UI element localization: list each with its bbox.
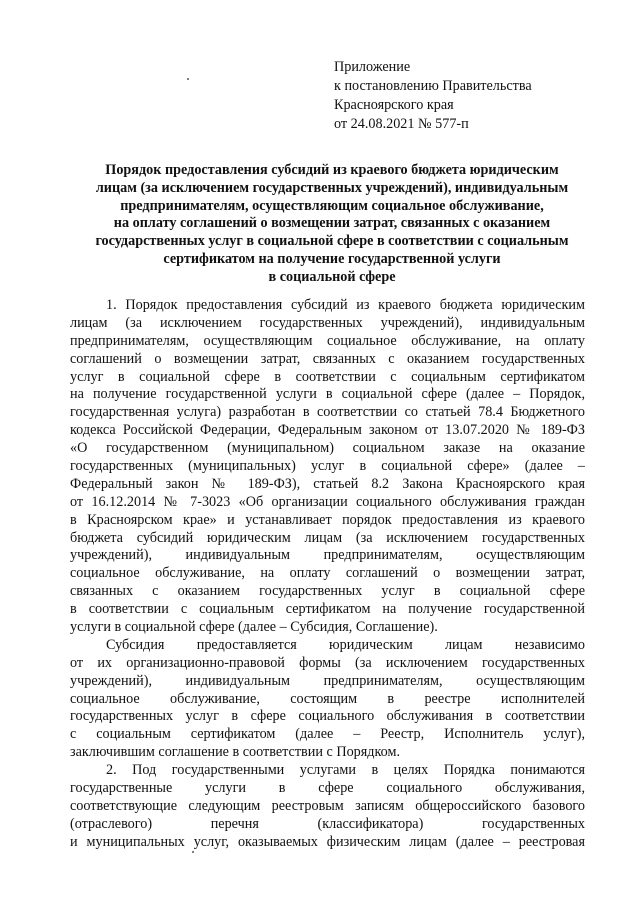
body-line: кодекса Российской Федерации, Федеральным законом от 13.07.2020 № 189-ФЗ: [70, 422, 585, 439]
title-line: сертификатом на получение государственной услуги: [163, 250, 501, 267]
appendix-block: [334, 58, 532, 134]
title-line: предпринимателям, осуществляющим социальное обслуживание,: [120, 197, 544, 214]
body-line: социальное обслуживание, состоящим в реестре исполнителей: [70, 690, 585, 707]
body-line: учреждений), индивидуальным предпринимателям, осуществляющим: [70, 672, 585, 689]
title-line: в социальной сфере: [268, 268, 396, 285]
title-line: государственных услуг в социальной сфере в соответствии с социальным: [95, 233, 569, 250]
body-line: в соответствии с социальным сертификатом на получение государственной: [70, 601, 585, 618]
body-line: от 16.12.2014 № 7-3023 «Об организации социального обслуживания граждан: [70, 493, 585, 510]
body-line: соглашений о возмещении затрат, связанных с оказанием государственных: [70, 350, 585, 367]
body-line: Субсидия предоставляется юридическим лицам независимо: [106, 636, 585, 653]
title-line: Порядок предоставления субсидий из краевого бюджета юридическим: [105, 162, 559, 178]
appendix-line: Красноярского края: [334, 97, 454, 113]
body-line: и муниципальных услуг, оказываемых физическим лицам (далее – реестровая: [70, 833, 585, 850]
body-line: государственные услуги в сфере социального обслуживания,: [70, 780, 585, 797]
body-line: учреждений), индивидуальным предпринимателям, осуществляющим: [70, 547, 585, 564]
body-line: услуг в социальной сфере в соответствии с социальным сертификатом: [70, 368, 585, 385]
body-line: соответствующие следующим реестровым записям общероссийского базового: [70, 797, 585, 814]
title-line: на оплату соглашений о возмещении затрат, связанных с оказанием: [113, 215, 551, 232]
body-line: государственных услуг в сфере социального обслуживания в соответствии: [70, 708, 585, 725]
body-line: Федеральный закон № 189-ФЗ), статьей 8.2 Закона Красноярского края: [70, 475, 585, 492]
appendix-line: к постановлению Правительства: [334, 78, 532, 94]
body-line: бюджета субсидий юридическим лицам (за исключением государственных: [70, 529, 585, 546]
body-line: предпринимателям, осуществляющим социальное обслуживание, на оплату: [70, 332, 585, 349]
body-line: заключившим соглашение в соответствии с Порядком.: [70, 744, 401, 761]
body-line: государственных (муниципальных) услуг в социальной сфере» (далее –: [70, 458, 585, 475]
scan-speck: [187, 78, 189, 80]
scan-speck: [192, 851, 194, 853]
document-title: [66, 162, 598, 287]
body-line: от их организационно-правовой формы (за исключением государственных: [70, 654, 585, 671]
body-line: с социальным сертификатом (далее – Реестр, Исполнитель услуг),: [70, 726, 585, 743]
document-body: [70, 297, 585, 852]
body-line: связанных с оказанием государственных услуг в социальной сфере: [70, 583, 585, 600]
body-line: на получение государственной услуги в социальной сфере (далее – Порядок,: [70, 386, 585, 403]
body-line: услуги в социальной сфере (далее – Субсидия, Соглашение).: [70, 619, 438, 636]
body-line: государственная услуга) разработан в соответствии со статьей 78.4 Бюджетного: [70, 404, 585, 421]
body-line: лицам (за исключением государственных учреждений), индивидуальным: [70, 314, 585, 331]
body-line: «О государственном (муниципальном) социальном заказе на оказание: [70, 440, 585, 457]
body-line: социальное обслуживание, на оплату соглашений о возмещении затрат,: [70, 565, 585, 582]
appendix-line: от 24.08.2021 № 577-п: [334, 116, 469, 132]
body-line: (отраслевого) перечня (классификатора) государственных: [70, 815, 585, 832]
body-line: 2. Под государственными услугами в целях Порядка понимаются: [106, 762, 585, 779]
body-line: 1. Порядок предоставления субсидий из краевого бюджета юридическим: [106, 297, 585, 313]
title-line: лицам (за исключением государственных учреждений), индивидуальным: [95, 179, 569, 196]
body-line: в Красноярском крае» и устанавливает порядок предоставления из краевого: [70, 511, 585, 528]
appendix-line: Приложение: [334, 59, 411, 75]
